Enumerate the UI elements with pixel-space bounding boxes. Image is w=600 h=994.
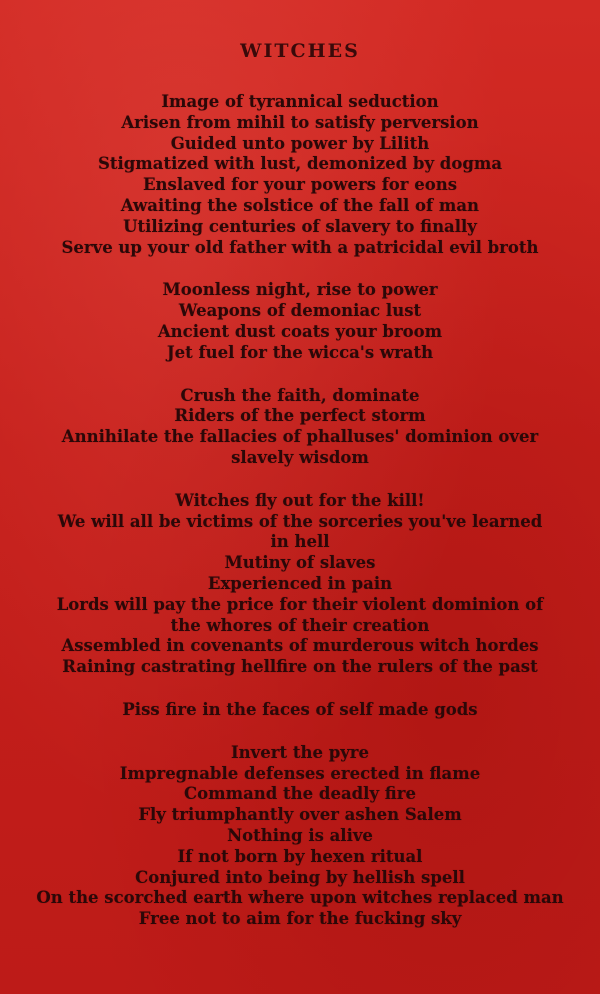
lyric-line: Enslaved for your powers for eons [142, 175, 458, 195]
lyric-line: If not born by hexen ritual [177, 846, 423, 866]
stanza-1 [22, 92, 578, 258]
lyric-line: We will all be victims of the sorceries you've learned [57, 511, 543, 531]
stanza-3 [22, 386, 578, 469]
lyric-line: Lords will pay the price for their violent dominion of [56, 594, 544, 614]
lyric-line: Arisen from mihil to satisfy perversion [121, 112, 479, 132]
lyric-line: Raining castrating hellfire on the rulers of the past [62, 657, 538, 677]
song-title: WITCHES [240, 40, 360, 62]
lyric-line: Weapons of demoniac lust [178, 301, 422, 321]
lyric-line: Mutiny of slaves [224, 553, 376, 573]
lyric-line: Awaiting the solstice of the fall of man [120, 195, 480, 215]
lyric-line: Moonless night, rise to power [162, 280, 438, 300]
stanza-6 [22, 743, 578, 930]
lyric-line: Nothing is alive [227, 825, 373, 845]
lyrics-body [22, 92, 578, 952]
lyric-line: Conjured into being by hellish spell [135, 867, 465, 887]
lyric-line: in hell [270, 532, 330, 552]
lyric-line: Free not to aim for the fucking sky [138, 909, 462, 929]
stanza-2 [22, 280, 578, 363]
lyric-line: the whores of their creation [170, 615, 430, 635]
lyric-line: Impregnable defenses erected in flame [119, 763, 481, 783]
stanza-4 [22, 491, 578, 678]
lyric-line: Experienced in pain [207, 573, 393, 593]
lyric-line: Witches fly out for the kill! [175, 490, 425, 510]
lyric-line: Guided unto power by Lilith [170, 133, 430, 153]
lyric-line: Riders of the perfect storm [174, 406, 426, 426]
lyric-line: Utilizing centuries of slavery to finally [123, 216, 477, 236]
lyric-line: Fly triumphantly over ashen Salem [138, 805, 462, 825]
lyric-line: Ancient dust coats your broom [157, 321, 443, 341]
lyric-line: Image of tyrannical seduction [161, 92, 439, 111]
lyric-line: On the scorched earth where upon witches replaced man [36, 888, 564, 908]
lyric-line: Stigmatized with lust, demonized by dogma [97, 154, 503, 174]
lyric-line: Piss fire in the faces of self made gods [122, 699, 478, 719]
lyric-line: Jet fuel for the wicca's wrath [166, 342, 434, 362]
stanza-5 [22, 700, 578, 721]
lyric-line: slavely wisdom [231, 447, 369, 467]
lyric-line: Crush the faith, dominate [180, 385, 420, 405]
lyric-line: Serve up your old father with a patricidal evil broth [61, 237, 539, 257]
lyric-line: Annihilate the fallacies of phalluses' dominion over [61, 427, 539, 447]
lyric-line: Command the deadly fire [184, 784, 416, 804]
lyric-line: Invert the pyre [230, 742, 370, 762]
lyric-line: Assembled in covenants of murderous witch hordes [61, 636, 539, 656]
